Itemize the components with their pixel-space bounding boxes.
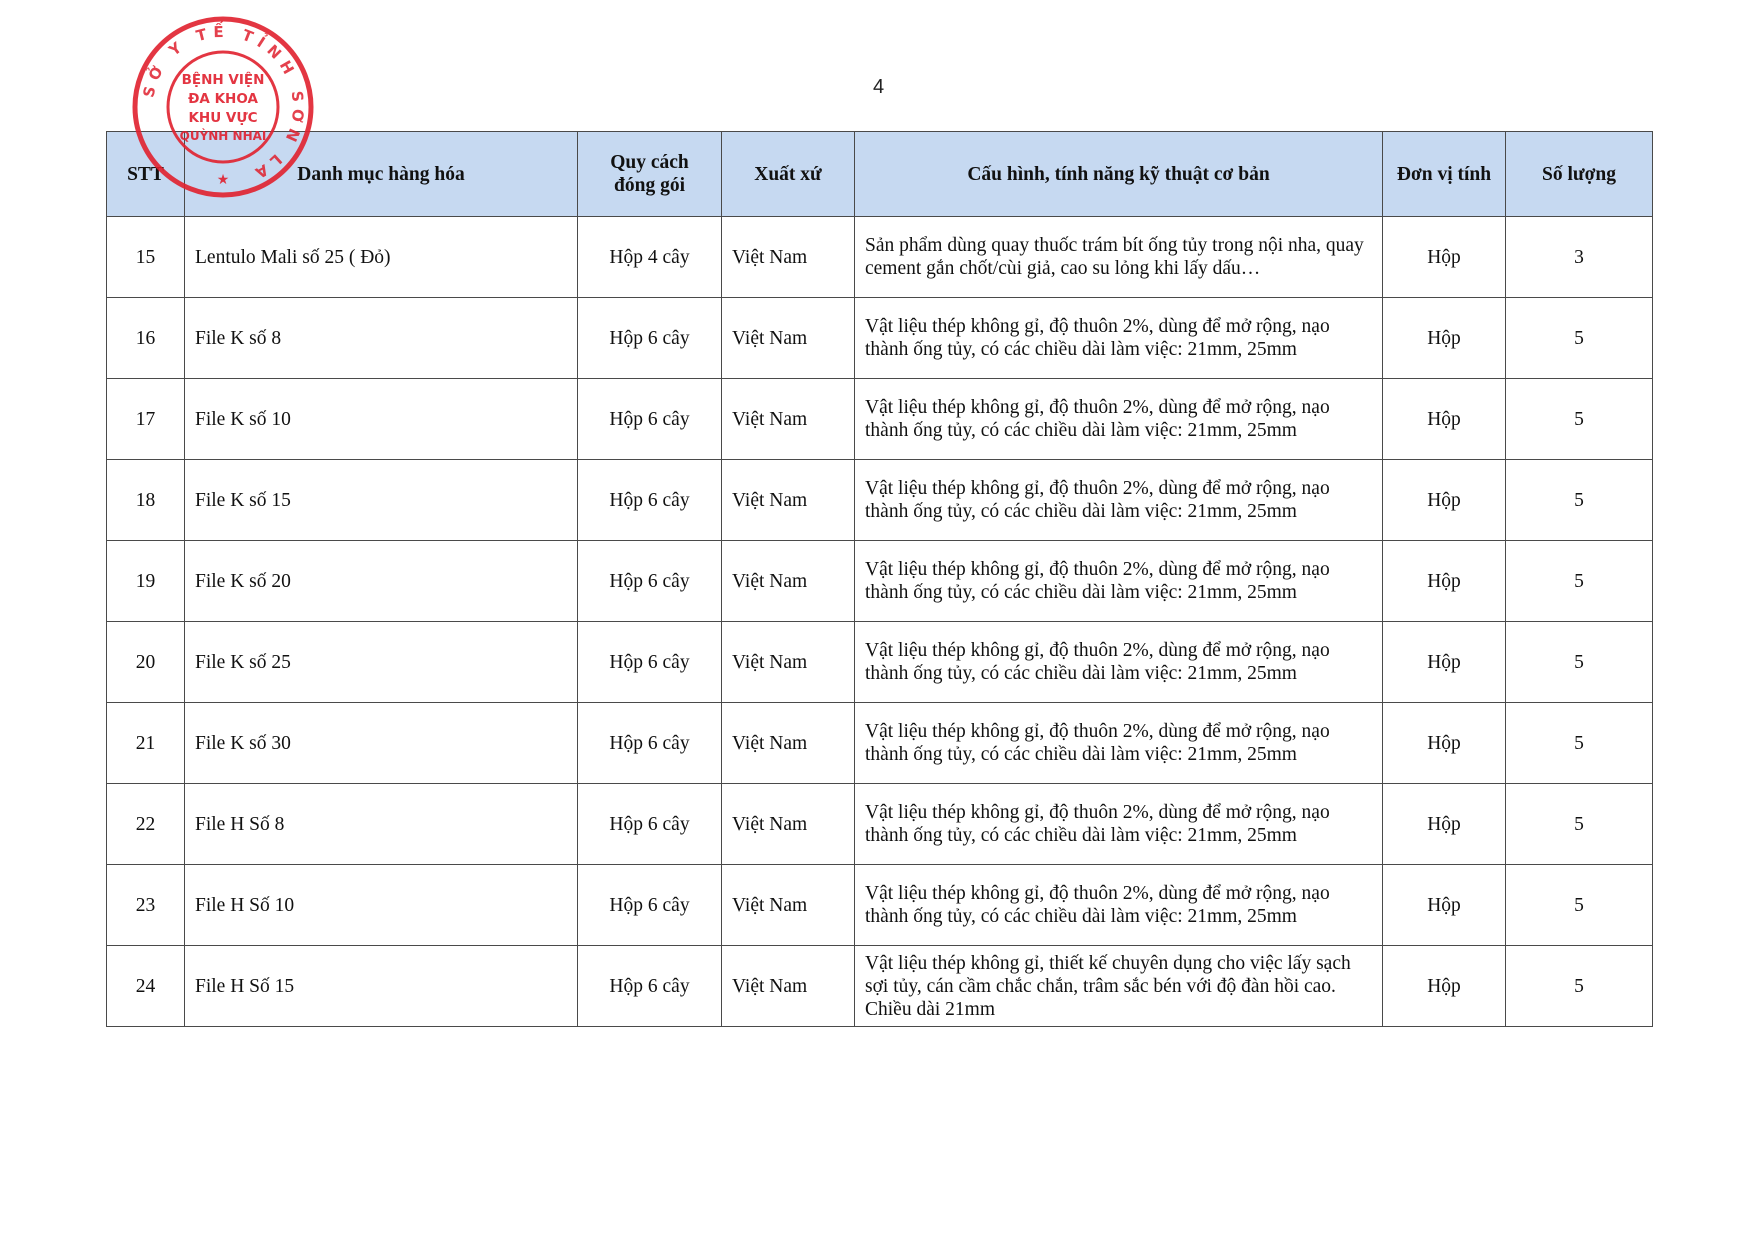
cell-packaging: Hộp 4 cây	[578, 217, 722, 298]
cell-qty: 5	[1506, 865, 1653, 946]
cell-qty: 5	[1506, 703, 1653, 784]
header-spec: Cấu hình, tính năng kỹ thuật cơ bản	[855, 132, 1383, 217]
table-row	[107, 460, 1653, 541]
header-unit: Đơn vị tính	[1383, 132, 1506, 217]
page-number: 4	[872, 76, 885, 98]
header-origin: Xuất xứ	[722, 132, 855, 217]
header-stt: STT	[107, 132, 185, 217]
cell-packaging: Hộp 6 cây	[578, 379, 722, 460]
cell-name: Lentulo Mali số 25 ( Đỏ)	[185, 217, 578, 298]
cell-stt: 18	[107, 460, 185, 541]
cell-stt: 19	[107, 541, 185, 622]
cell-origin: Việt Nam	[722, 460, 855, 541]
cell-stt: 17	[107, 379, 185, 460]
cell-name: File H Số 8	[185, 784, 578, 865]
cell-qty: 5	[1506, 541, 1653, 622]
cell-name: File K số 15	[185, 460, 578, 541]
cell-spec: Vật liệu thép không gỉ, độ thuôn 2%, dùng để mở rộng, nạo thành ống tủy, có các chiều dài làm việc: 21mm, 25mm	[855, 622, 1383, 703]
cell-name: File H Số 15	[185, 946, 578, 1027]
svg-text:KHU VỰC: KHU VỰC	[188, 110, 258, 126]
cell-stt: 22	[107, 784, 185, 865]
cell-name: File K số 30	[185, 703, 578, 784]
table-row	[107, 298, 1653, 379]
cell-spec: Vật liệu thép không gỉ, độ thuôn 2%, dùng để mở rộng, nạo thành ống tủy, có các chiều dài làm việc: 21mm, 25mm	[855, 784, 1383, 865]
cell-packaging: Hộp 6 cây	[578, 703, 722, 784]
table-row	[107, 784, 1653, 865]
cell-packaging: Hộp 6 cây	[578, 784, 722, 865]
svg-text:SỞ Y TẾ TỈNH SƠN LA: SỞ Y TẾ TỈNH SƠN LA	[139, 22, 308, 185]
cell-unit: Hộp	[1383, 784, 1506, 865]
cell-packaging: Hộp 6 cây	[578, 946, 722, 1027]
cell-origin: Việt Nam	[722, 217, 855, 298]
cell-unit: Hộp	[1383, 460, 1506, 541]
cell-unit: Hộp	[1383, 946, 1506, 1027]
svg-text:ĐA KHOA: ĐA KHOA	[188, 91, 258, 107]
header-packaging-line2: đóng gói	[614, 175, 685, 196]
cell-origin: Việt Nam	[722, 865, 855, 946]
header-qty: Số lượng	[1506, 132, 1653, 217]
cell-qty: 3	[1506, 217, 1653, 298]
cell-unit: Hộp	[1383, 865, 1506, 946]
cell-stt: 20	[107, 622, 185, 703]
cell-qty: 5	[1506, 379, 1653, 460]
cell-unit: Hộp	[1383, 217, 1506, 298]
table-row	[107, 865, 1653, 946]
cell-unit: Hộp	[1383, 298, 1506, 379]
cell-stt: 21	[107, 703, 185, 784]
cell-spec: Sản phẩm dùng quay thuốc trám bít ống tủy trong nội nha, quay cement gắn chốt/cùi giả, cao su lỏng khi lấy dấu…	[855, 217, 1383, 298]
cell-packaging: Hộp 6 cây	[578, 622, 722, 703]
cell-name: File K số 8	[185, 298, 578, 379]
cell-spec: Vật liệu thép không gỉ, độ thuôn 2%, dùng để mở rộng, nạo thành ống tủy, có các chiều dài làm việc: 21mm, 25mm	[855, 460, 1383, 541]
table-row	[107, 622, 1653, 703]
cell-spec: Vật liệu thép không gỉ, độ thuôn 2%, dùng để mở rộng, nạo thành ống tủy, có các chiều dài làm việc: 21mm, 25mm	[855, 865, 1383, 946]
cell-name: File H Số 10	[185, 865, 578, 946]
cell-spec: Vật liệu thép không gỉ, thiết kế chuyên dụng cho việc lấy sạch sợi tủy, cán cầm chắc chắn, trâm sắc bén với độ đàn hồi cao. Chiều dài 21mm	[855, 946, 1383, 1027]
cell-spec: Vật liệu thép không gỉ, độ thuôn 2%, dùng để mở rộng, nạo thành ống tủy, có các chiều dài làm việc: 21mm, 25mm	[855, 298, 1383, 379]
table-header-row	[107, 132, 1653, 217]
table-row	[107, 541, 1653, 622]
cell-origin: Việt Nam	[722, 298, 855, 379]
svg-text:BỆNH VIỆN: BỆNH VIỆN	[181, 72, 265, 88]
cell-qty: 5	[1506, 460, 1653, 541]
cell-stt: 23	[107, 865, 185, 946]
cell-name: File K số 10	[185, 379, 578, 460]
cell-origin: Việt Nam	[722, 541, 855, 622]
header-packaging	[578, 132, 722, 217]
cell-qty: 5	[1506, 946, 1653, 1027]
header-packaging-line1: Quy cách	[610, 152, 689, 173]
table-row	[107, 217, 1653, 298]
cell-packaging: Hộp 6 cây	[578, 460, 722, 541]
cell-unit: Hộp	[1383, 379, 1506, 460]
cell-spec: Vật liệu thép không gỉ, độ thuôn 2%, dùng để mở rộng, nạo thành ống tủy, có các chiều dài làm việc: 21mm, 25mm	[855, 379, 1383, 460]
cell-qty: 5	[1506, 298, 1653, 379]
cell-name: File K số 25	[185, 622, 578, 703]
cell-unit: Hộp	[1383, 541, 1506, 622]
cell-origin: Việt Nam	[722, 379, 855, 460]
cell-stt: 16	[107, 298, 185, 379]
cell-spec: Vật liệu thép không gỉ, độ thuôn 2%, dùng để mở rộng, nạo thành ống tủy, có các chiều dài làm việc: 21mm, 25mm	[855, 703, 1383, 784]
cell-stt: 15	[107, 217, 185, 298]
cell-packaging: Hộp 6 cây	[578, 865, 722, 946]
cell-unit: Hộp	[1383, 622, 1506, 703]
svg-text:★: ★	[216, 172, 230, 188]
cell-origin: Việt Nam	[722, 946, 855, 1027]
table-row	[107, 703, 1653, 784]
table-row	[107, 946, 1653, 1027]
cell-unit: Hộp	[1383, 703, 1506, 784]
cell-origin: Việt Nam	[722, 622, 855, 703]
cell-qty: 5	[1506, 622, 1653, 703]
goods-table	[106, 131, 1653, 1027]
table-row	[107, 379, 1653, 460]
cell-packaging: Hộp 6 cây	[578, 298, 722, 379]
svg-text:QUỲNH NHAI: QUỲNH NHAI	[179, 129, 267, 143]
cell-origin: Việt Nam	[722, 703, 855, 784]
cell-packaging: Hộp 6 cây	[578, 541, 722, 622]
cell-name: File K số 20	[185, 541, 578, 622]
cell-spec: Vật liệu thép không gỉ, độ thuôn 2%, dùng để mở rộng, nạo thành ống tủy, có các chiều dài làm việc: 21mm, 25mm	[855, 541, 1383, 622]
header-name: Danh mục hàng hóa	[185, 132, 578, 217]
cell-stt: 24	[107, 946, 185, 1027]
cell-qty: 5	[1506, 784, 1653, 865]
cell-origin: Việt Nam	[722, 784, 855, 865]
